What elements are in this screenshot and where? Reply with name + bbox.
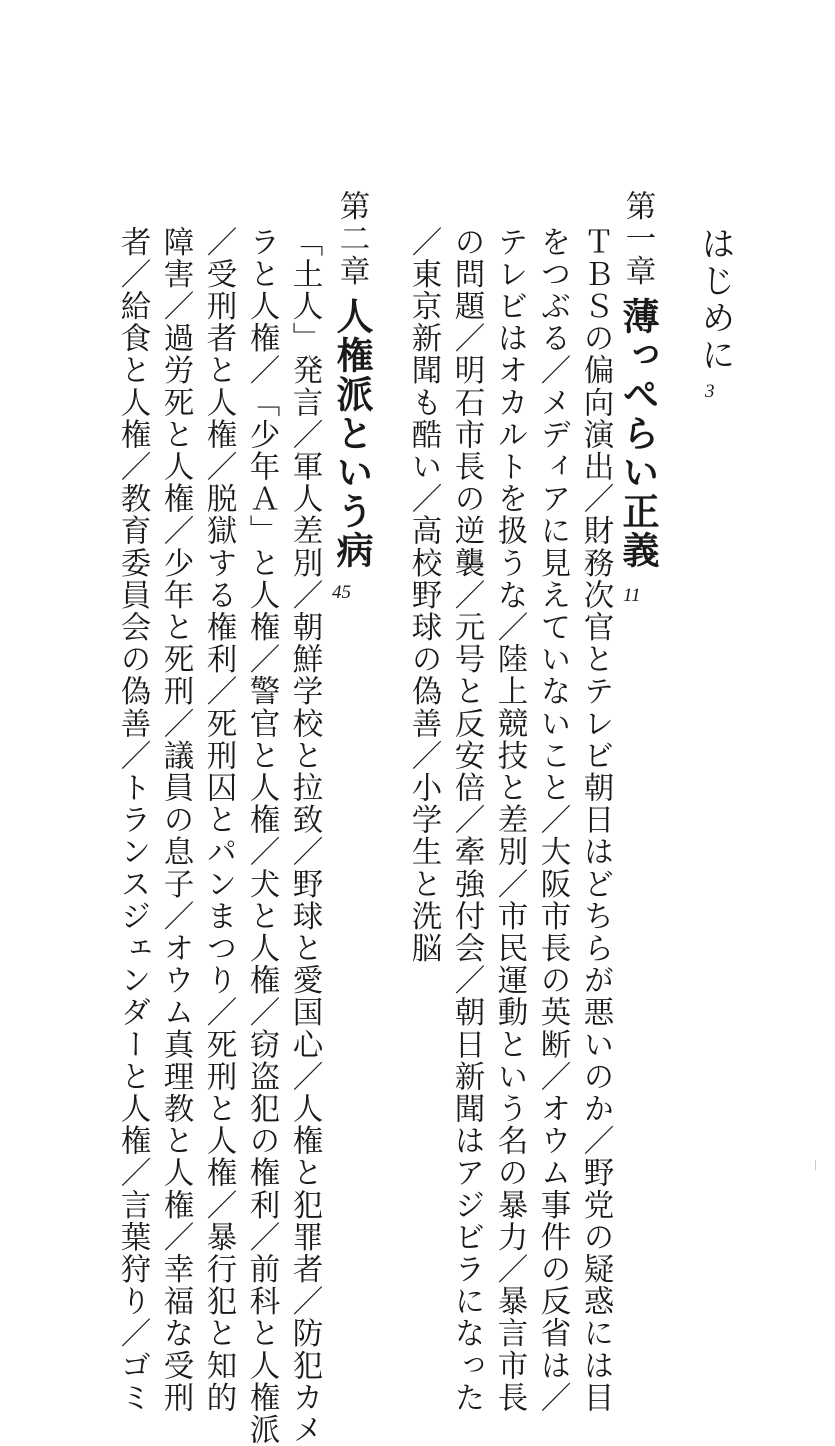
intro-page-number: 3 xyxy=(705,381,715,402)
chapter2-title: 人権派という病 xyxy=(330,297,374,570)
chapter1-line: テレビはオカルトを扱うな／陸上競技と差別／市民運動という名の暴力／暴言市長 xyxy=(492,226,527,1414)
chapter1-label: 第一章 xyxy=(620,190,655,288)
chapter2-line: 者／給食と人権／教育委員会の偽善／トランスジェンダーと人権／言葉狩り／ゴミ xyxy=(115,226,150,1414)
chapter1-page-number: 11 xyxy=(623,585,641,606)
chapter1-line: をつぶる／メディアに見えていないこと／大阪市長の英断／オウム事件の反省は／ xyxy=(535,226,570,1414)
chapter1-title: 薄っぺらい正義 xyxy=(616,297,660,570)
chapter1-line: の問題／明石市長の逆襲／元号と反安倍／牽強付会／朝日新聞はアジビラになった xyxy=(449,226,484,1414)
chapter2-page-number: 45 xyxy=(332,582,351,603)
chapter2-line: ／受刑者と人権／脱獄する権利／死刑囚とパンまつり／死刑と人権／暴行犯と知的 xyxy=(201,226,236,1414)
chapter2-line: 障害／過労死と人権／少年と死刑／議員の息子／オウム真理教と人権／幸福な受刑 xyxy=(158,226,193,1414)
page-edge-mark xyxy=(815,1160,816,1170)
chapter2-line: 「土人」発言／軍人差別／朝鮮学校と拉致／野球と愛国心／人権と犯罪者／防犯カメ xyxy=(287,226,322,1446)
chapter1-line: ＴＢＳの偏向演出／財務次官とテレビ朝日はどちらが悪いのか／野党の疑惑には目 xyxy=(578,226,613,1414)
intro-title: はじめに xyxy=(695,226,735,374)
chapter1-line: ／東京新聞も酷い／高校野球の偽善／小学生と洗脳 xyxy=(406,226,441,965)
chapter2-label: 第二章 xyxy=(334,190,369,288)
chapter2-line: ラと人権／「少年Ａ」と人権／警官と人権／犬と人権／窃盗犯の権利／前科と人権派 xyxy=(244,226,279,1446)
